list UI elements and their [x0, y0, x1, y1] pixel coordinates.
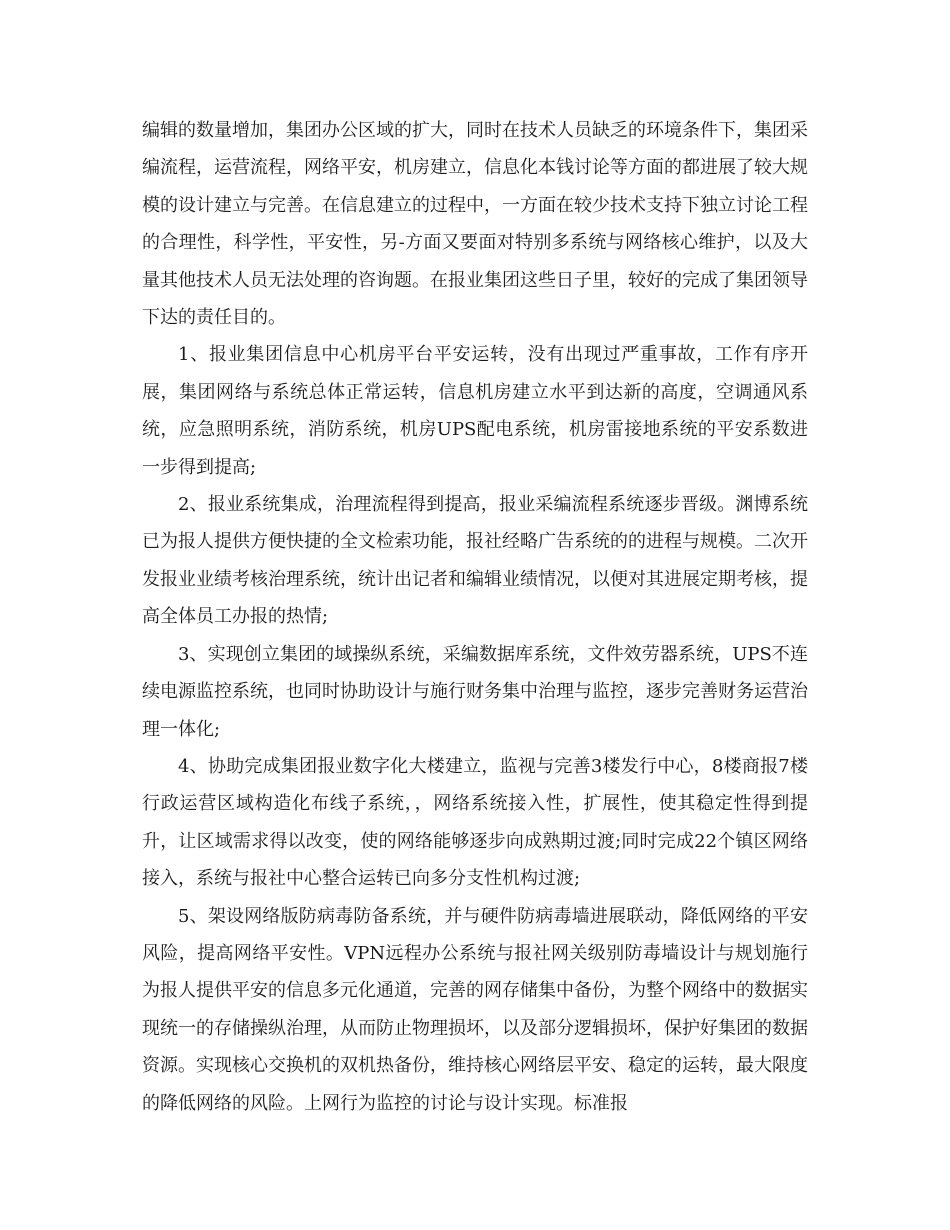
paragraph-intro: 编辑的数量增加，集团办公区域的扩大，同时在技术人员缺乏的环境条件下，集团采编流程，运营流程，网络平安，机房建立，信息化本钱讨论等方面的都进展了较大规模的设计建立与完善。在信息建立的过程中，一方面在较少技术支持下独立讨论工程的合理性，科学性，平安性，另-方面又要面对特别多系统与网络核心维护，以及大量其他技术人员无法处理的咨询题。在报业集团这些日子里，较好的完成了集团领导下达的责任目的。	[142, 120, 808, 329]
paragraph-item-1: 1、报业集团信息中心机房平台平安运转，没有出现过严重事故，工作有序开展，集团网络与系统总体正常运转，信息机房建立水平到达新的高度，空调通风系统，应急照明系统，消防系统，机房UPS配电系统，机房雷接地系统的平安系数进一步得到提高;	[142, 344, 808, 478]
paragraph-item-5: 5、架设网络版防病毒防备系统，并与硬件防病毒墙进展联动，降低网络的平安风险，提高网络平安性。VPN远程办公系统与报社网关级别防毒墙设计与规划施行为报人提供平安的信息多元化通道，完善的网存储集中备份，为整个网络中的数据实现统一的存储操纵治理，从而防止物理损坏，以及部分逻辑损坏，保护好集团的数据资源。实现核心交换机的双机热备份，维持核心网络层平安、稳定的运转，最大限度的降低网络的风险。上网行为监控的讨论与设计实现。标准报	[142, 905, 808, 1114]
paragraph-item-2: 2、报业系统集成，治理流程得到提高，报业采编流程系统逐步晋级。渊博系统已为报人提供方便快捷的全文检索功能，报社经略广告系统的的进程与规模。二次开发报业业绩考核治理系统，统计出记者和编辑业绩情况，以便对其进展定期考核，提高全体员工办报的热情;	[142, 494, 808, 628]
paragraph-item-4: 4、协助完成集团报业数字化大楼建立，监视与完善3楼发行中心，8楼商报7楼行政运营区域构造化布线子系统，，网络系统接入性，扩展性，使其稳定性得到提升，让区域需求得以改变，使的网络能够逐步向成熟期过渡;同时完成22个镇区网络接入，系统与报社中心整合运转已向多分支性机构过渡;	[142, 755, 808, 890]
paragraph-item-3: 3、实现创立集团的域操纵系统，采编数据库系统，文件效劳器系统，UPS不连续电源监控系统，也同时协助设计与施行财务集中治理与监控，逐步完善财务运营治理一体化;	[142, 643, 808, 740]
document-body	[142, 112, 808, 1122]
